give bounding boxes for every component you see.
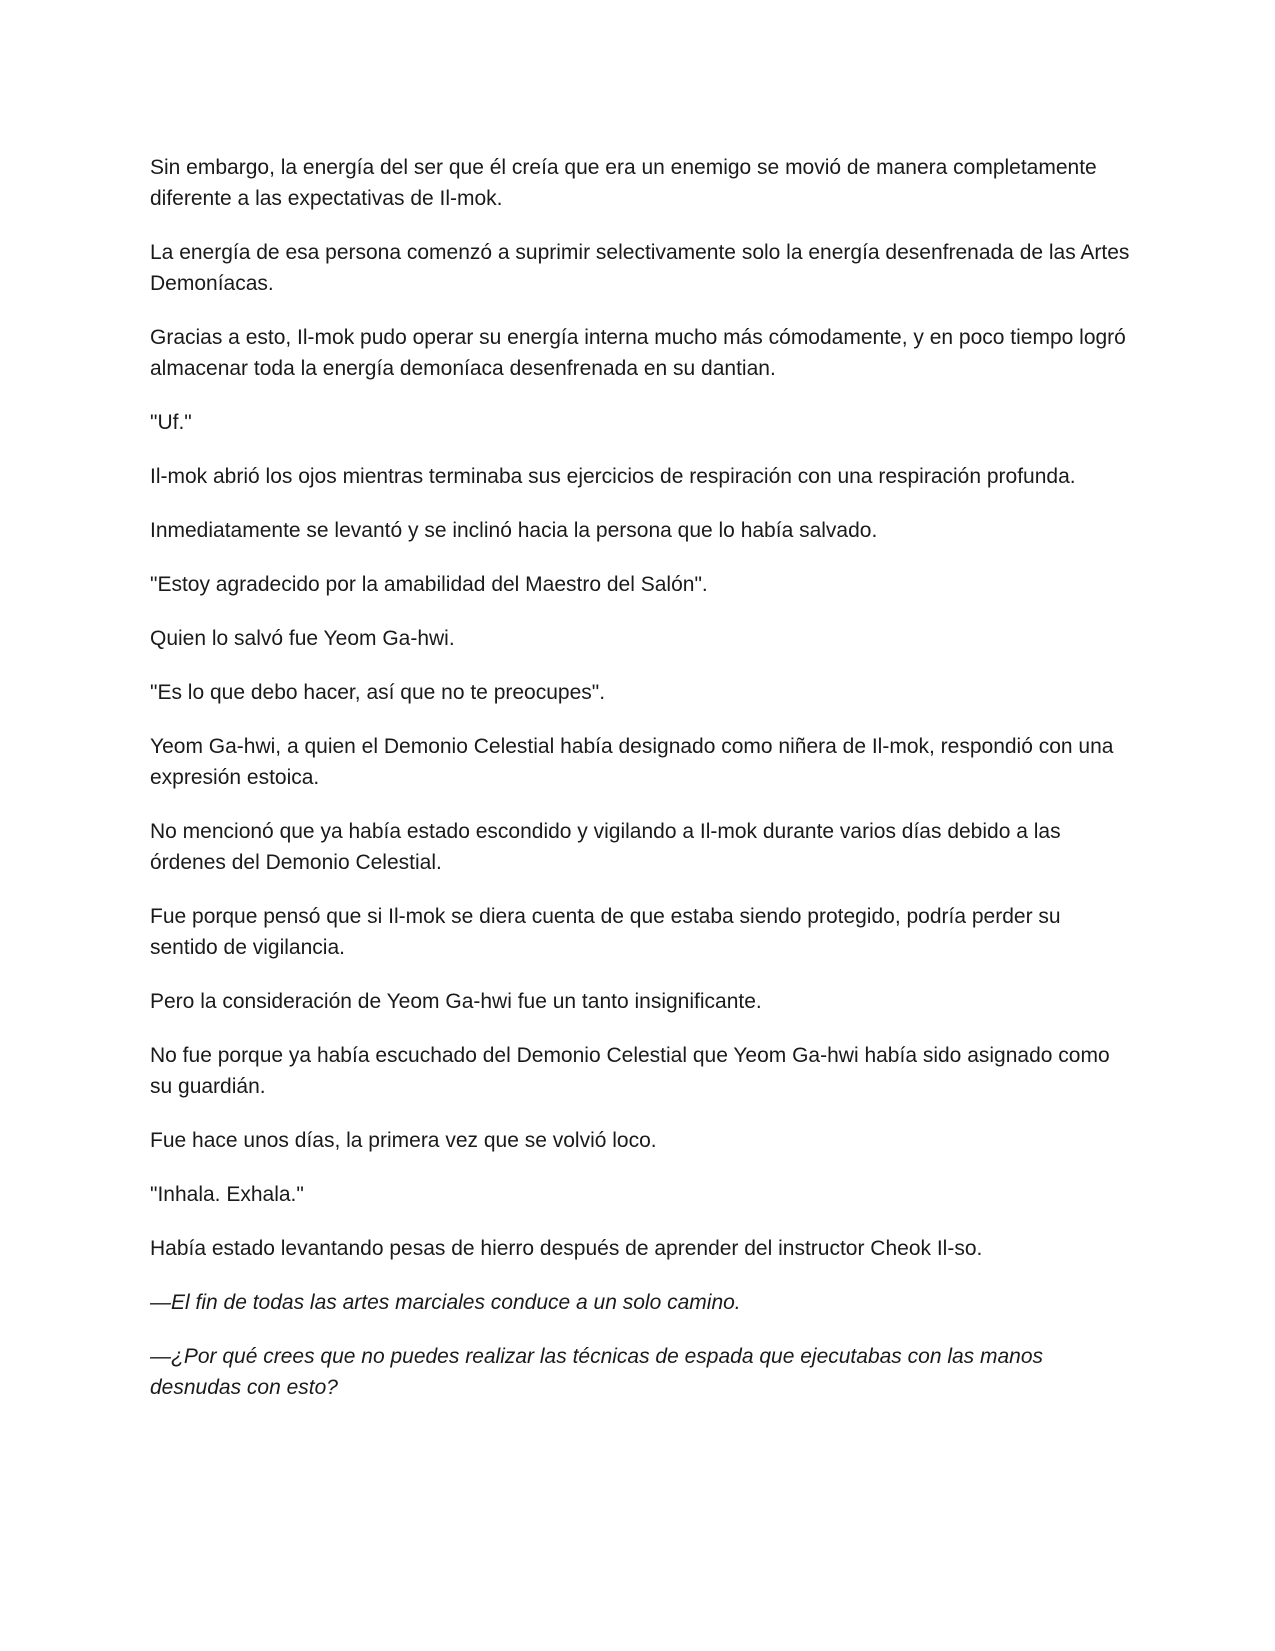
document-body — [150, 152, 1130, 1426]
paragraph: "Inhala. Exhala." — [150, 1183, 304, 1206]
paragraph: No mencionó que ya había estado escondido y vigilando a Il-mok durante varios días debido a las órdenes del Demonio Celestial. — [150, 820, 1061, 874]
paragraph: "Es lo que debo hacer, así que no te preocupes". — [150, 681, 606, 704]
paragraph: Pero la consideración de Yeom Ga-hwi fue un tanto insignificante. — [150, 990, 762, 1013]
paragraph: Il-mok abrió los ojos mientras terminaba sus ejercicios de respiración con una respiración profunda. — [150, 465, 1076, 488]
paragraph: Sin embargo, la energía del ser que él creía que era un enemigo se movió de manera completamente diferente a las expectativas de Il-mok. — [150, 156, 1097, 210]
paragraph: "Estoy agradecido por la amabilidad del Maestro del Salón". — [150, 573, 708, 596]
paragraph: Fue porque pensó que si Il-mok se diera cuenta de que estaba siendo protegido, podría perder su sentido de vigilancia. — [150, 905, 1061, 959]
paragraph: Había estado levantando pesas de hierro después de aprender del instructor Cheok Il-so. — [150, 1237, 983, 1260]
paragraph: Yeom Ga-hwi, a quien el Demonio Celestial había designado como niñera de Il-mok, respondió con una expresión estoica. — [150, 735, 1114, 789]
paragraph: No fue porque ya había escuchado del Demonio Celestial que Yeom Ga-hwi había sido asignado como su guardián. — [150, 1044, 1110, 1098]
paragraph: "Uf." — [150, 411, 192, 434]
paragraph: Quien lo salvó fue Yeom Ga-hwi. — [150, 627, 455, 650]
paragraph: Inmediatamente se levantó y se inclinó hacia la persona que lo había salvado. — [150, 519, 878, 542]
italic-paragraph: —El fin de todas las artes marciales conduce a un solo camino. — [150, 1291, 741, 1314]
paragraph: La energía de esa persona comenzó a suprimir selectivamente solo la energía desenfrenada de las Artes Demoníacas. — [150, 241, 1130, 295]
paragraph: Gracias a esto, Il-mok pudo operar su energía interna mucho más cómodamente, y en poco tiempo logró almacenar toda la energía demoníaca desenfrenada en su dantian. — [150, 326, 1126, 380]
paragraph: Fue hace unos días, la primera vez que se volvió loco. — [150, 1129, 657, 1152]
italic-paragraph: —¿Por qué crees que no puedes realizar las técnicas de espada que ejecutabas con las manos desnudas con esto? — [150, 1345, 1044, 1399]
